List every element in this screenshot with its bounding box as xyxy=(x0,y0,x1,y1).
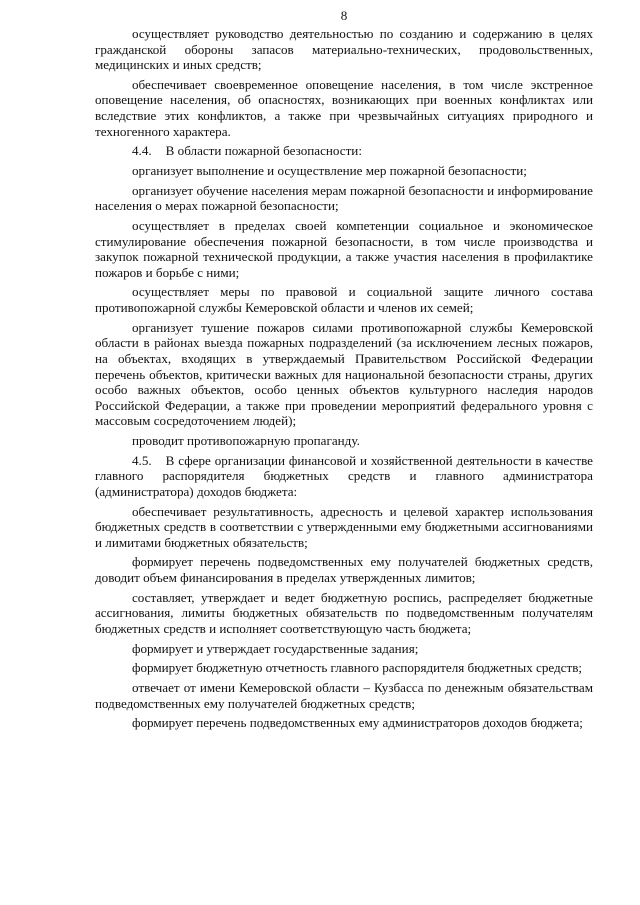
fire-item: организует выполнение и осуществление мер пожарной безопасности; xyxy=(132,163,527,179)
section-4-4-heading xyxy=(95,143,593,159)
paragraph-notification: обеспечивает своевременное оповещение населения, в том числе экстренное оповещение населения, об опасностях, возникающих при военных конфликтах или вследствие этих конфликтов, а также при чрезвычайных ситуациях природного и техногенного характера. xyxy=(95,76,593,139)
fire-item: осуществляет в пределах своей компетенции социальное и экономическое стимулирование обеспечения пожарной безопасности, в том числе производства и закупок пожарной технической продукции, а также участия населения в профилактике пожаров и борьбе с ними; xyxy=(95,218,593,280)
finance-item: формирует бюджетную отчетность главного распорядителя бюджетных средств; xyxy=(132,660,583,676)
section-4-4-number: 4.4. xyxy=(132,143,152,159)
finance-item: формирует перечень подведомственных ему администраторов доходов бюджета; xyxy=(132,715,583,731)
section-4-5-heading xyxy=(95,453,593,500)
page-number: 8 xyxy=(340,8,348,23)
finance-item: обеспечивает результативность, адресность и целевой характер использования бюджетных средств в соответствии с утвержденными ему бюджетными ассигнованиями и лимитами бюджетных обязательств; xyxy=(95,503,593,550)
finance-item: формирует перечень подведомственных ему получателей бюджетных средств, доводит объем финансирования в пределах утвержденных лимитов; xyxy=(95,554,593,586)
fire-item: организует тушение пожаров силами противопожарной службы Кемеровской области в районах выезда пожарных подразделений (за исключением лесных пожаров, на объектах, входящих в утверждаемый Правительством Российской Федерации перечень объектов, критически важных для национальной безопасности страны, других особо важных объектов, особо ценных объектов культурного наследия народов Российской Федерации, а также при проведении мероприятий федерального уровня с массовым сосредоточением людей); xyxy=(95,319,593,429)
paragraph-supplies: осуществляет руководство деятельностью по созданию и содержанию в целях гражданской обороны запасов материально-технических, продовольственных, медицинских и иных средств; xyxy=(95,26,593,73)
finance-item: формирует и утверждает государственные задания; xyxy=(132,640,419,656)
section-4-4-title: В области пожарной безопасности: xyxy=(165,143,362,159)
finance-item: отвечает от имени Кемеровской области – Кузбасса по денежным обязательствам подведомственных ему получателей бюджетных средств; xyxy=(95,679,593,711)
finance-item: составляет, утверждает и ведет бюджетную роспись, распределяет бюджетные ассигнования, лимиты бюджетных обязательств по подведомственным получателям бюджетных средств и исполняет соответствующую часть бюджета; xyxy=(95,589,593,636)
section-4-5-title: В сфере организации финансовой и хозяйственной деятельности в качестве главного распорядителя бюджетных средств и главного администратора (администратора) доходов бюджета: xyxy=(95,452,593,499)
section-4-5-number: 4.5. xyxy=(132,452,152,468)
fire-item: проводит противопожарную пропаганду. xyxy=(132,433,360,448)
fire-item: организует обучение населения мерам пожарной безопасности и информирование населения о мерах пожарной безопасности; xyxy=(95,182,593,214)
fire-item: осуществляет меры по правовой и социальной защите личного состава противопожарной службы Кемеровской области и членов их семей; xyxy=(95,284,593,316)
